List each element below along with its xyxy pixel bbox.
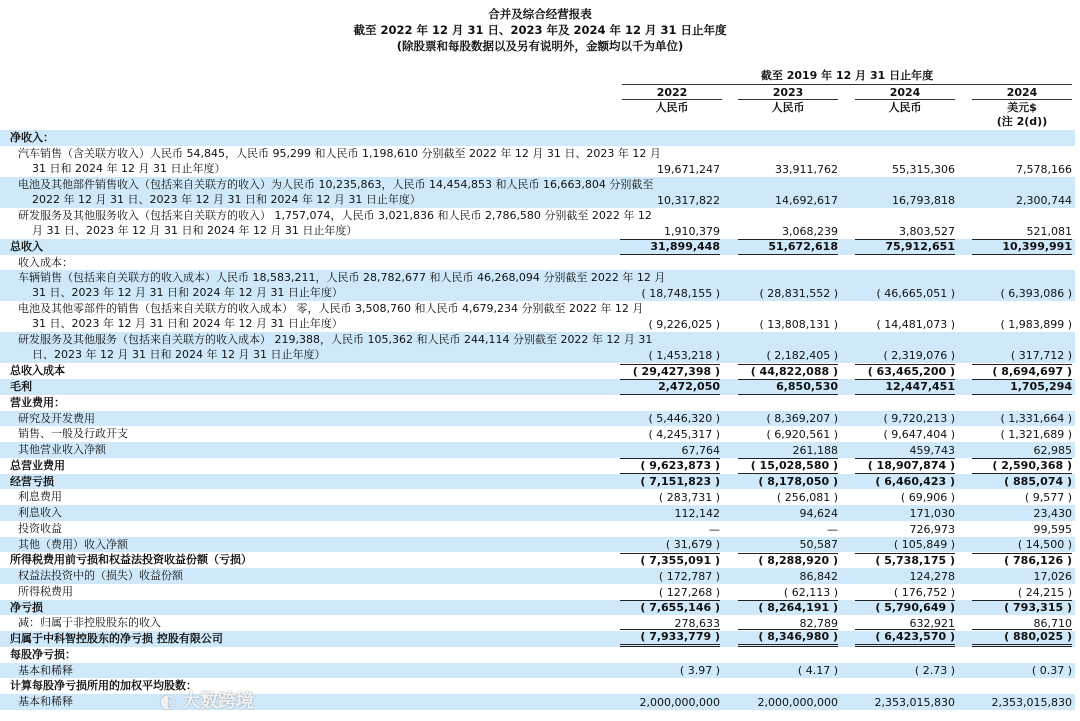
row-label: [0, 146, 661, 176]
row-label: [0, 255, 600, 270]
value-cell: ( 1,453,218 ): [648, 349, 720, 363]
row-label-text: 净亏损: [10, 600, 43, 614]
table-row: [0, 552, 1075, 568]
value-cell: ( 6,460,423 ): [875, 475, 955, 489]
row-label-text: 总收入: [10, 239, 43, 253]
row-label-text: 毛利: [10, 380, 32, 393]
value-cell: 2,353,015,830: [991, 695, 1072, 709]
value-cell: 171,030: [909, 506, 955, 520]
statement-table: [0, 130, 1080, 710]
value-cell: 12,447,451: [855, 379, 955, 395]
table-row: [0, 270, 1075, 301]
value-cell: 19,671,247: [657, 162, 720, 176]
table-row: [0, 474, 1075, 490]
value-cell: ( 4,245,317 ): [648, 428, 720, 441]
value-cell: ( 786,126 ): [972, 553, 1072, 568]
row-label: [0, 130, 600, 145]
row-label-text: 其他（费用）收入净额: [18, 537, 128, 551]
row-label-text: 基本和稀释: [18, 695, 73, 708]
row-label-text: 利息收入: [18, 506, 62, 519]
year-header-2024-usd: 2024: [972, 86, 1072, 100]
value-cell: ( 14,481,073 ): [876, 318, 955, 332]
currency-note: (注 2(d)): [996, 115, 1048, 128]
row-label: [0, 332, 653, 362]
value-cell: ( 105,849 ): [893, 538, 955, 552]
value-cell: 94,624: [799, 506, 838, 520]
value-cell: ( 8,288,920 ): [738, 553, 838, 568]
watermark-logo: ◐ 大数跨境: [160, 691, 254, 712]
value-cell: 62,985: [1033, 443, 1072, 457]
value-cell: ( 8,694,697 ): [972, 364, 1072, 379]
value-cell: ( 1,983,899 ): [1000, 318, 1072, 332]
value-cell: ( 8,369,207 ): [766, 412, 838, 426]
row-label: [0, 270, 666, 300]
row-label-text: 电池及其他零部件的销售（包括来自关联方的收入成本） 零，人民币 3,508,760 和人民币 4,679,234 分别截至 2022 年 12 月: [18, 302, 644, 316]
year-header-2023: 2023: [738, 86, 838, 100]
value-cell: ( 2,319,076 ): [883, 349, 955, 363]
value-cell: ( 176,752 ): [893, 585, 955, 599]
value-cell: 2,000,000,000: [639, 695, 720, 709]
value-cell: ( 6,920,561 ): [766, 428, 838, 441]
value-cell: 261,188: [792, 443, 838, 457]
value-cell: ( 880,025 ): [972, 629, 1072, 647]
row-label: [0, 458, 600, 473]
row-label: [0, 537, 600, 552]
value-cell: ( 1,321,689 ): [1000, 428, 1072, 441]
table-row: [0, 647, 1075, 663]
currency-header: 人民币: [655, 101, 689, 114]
row-label-text: 经营亏损: [10, 474, 54, 488]
table-row: [0, 537, 1075, 553]
row-label: [0, 663, 600, 678]
value-cell: ( 172,787 ): [658, 569, 720, 583]
value-cell: —: [827, 522, 838, 536]
value-cell: ( 9,577 ): [1024, 491, 1072, 504]
row-label: [0, 615, 600, 630]
value-cell: ( 1,331,664 ): [1000, 412, 1072, 426]
value-cell: ( 7,655,146 ): [620, 600, 720, 615]
row-label: [0, 691, 600, 712]
row-label: [0, 489, 600, 504]
row-label-text: 减：归属于非控股股东的收入: [18, 616, 161, 630]
table-row: [0, 332, 1075, 363]
table-row: [0, 146, 1075, 177]
table-row: [0, 631, 1075, 647]
value-cell: ( 28,831,552 ): [759, 287, 838, 301]
row-label-text: 收入成本：: [18, 255, 73, 269]
value-cell: ( 15,028,580 ): [738, 458, 838, 474]
value-cell: ( 62,113 ): [783, 585, 838, 599]
value-cell: ( 283,731 ): [658, 491, 720, 504]
value-cell: 2,300,744: [1016, 193, 1072, 207]
value-cell: ( 793,315 ): [972, 600, 1072, 615]
row-label: [0, 177, 654, 207]
row-label-continuation: 日、2023 年 12 月 31 日和 2024 年 12 月 31 日止年度）: [32, 348, 326, 362]
row-label-text: 基本和稀释: [18, 663, 73, 677]
value-cell: ( 8,346,980 ): [738, 629, 838, 647]
year-header-2024: 2024: [855, 86, 955, 100]
row-label-text: 汽车销售（含关联方收入）人民币 54,845，人民币 95,299 和人民币 1,198,610 分别截至 2022 年 12 月 31 日、2023 年 12 月: [18, 146, 661, 160]
value-cell: 82,789: [799, 617, 838, 630]
row-label: [0, 301, 644, 331]
value-cell: ( 9,720,213 ): [883, 412, 955, 426]
value-cell: 1,910,379: [664, 224, 720, 238]
row-label: [0, 552, 600, 567]
row-label: [0, 505, 600, 520]
value-cell: 6,850,530: [738, 379, 838, 395]
table-row: [0, 130, 1075, 146]
value-cell: 112,142: [674, 506, 720, 520]
value-cell: ( 13,808,131 ): [759, 318, 838, 332]
value-cell: 55,315,306: [892, 162, 955, 176]
value-cell: 23,430: [1033, 506, 1072, 520]
value-cell: ( 5,790,649 ): [855, 600, 955, 615]
row-label-text: 研发服务及其他服务（包括来自关联方的收入成本） 219,388，人民币 105,362 和人民币 244,114 分别截至 2022 年 12 月 31: [18, 333, 653, 347]
statement-period: 截至 2022 年 12 月 31 日、2023 年及 2024 年 12 月 31 日止年度: [353, 23, 727, 37]
row-label-text: 总收入成本: [10, 364, 65, 378]
value-cell: 278,633: [674, 617, 720, 630]
row-label-text: 其他营业收入净额: [18, 443, 106, 456]
row-label-text: 总营业费用: [10, 458, 65, 472]
row-label-text: 净收入：: [10, 131, 54, 144]
value-cell: 86,710: [1033, 617, 1072, 630]
statement-unit-note: (除股票和每股数据以及另有说明外，金额均以千为单位): [396, 39, 684, 53]
table-row: [0, 208, 1075, 239]
value-cell: 2,000,000,000: [757, 695, 838, 709]
table-row: [0, 177, 1075, 208]
column-group-header: 截至 2019 年 12 月 31 日止年度: [622, 69, 1072, 85]
value-cell: ( 9,623,873 ): [620, 458, 720, 474]
value-cell: 3,068,239: [782, 224, 838, 238]
table-row: [0, 395, 1075, 411]
value-cell: 10,317,822: [657, 193, 720, 207]
currency-header: 人民币: [771, 101, 805, 114]
value-cell: 7,578,166: [1016, 162, 1072, 176]
row-label: [0, 584, 600, 599]
value-cell: 86,842: [799, 569, 838, 583]
row-label: [0, 442, 600, 457]
value-cell: ( 0.37 ): [1031, 664, 1072, 678]
value-cell: 3,803,527: [899, 224, 955, 238]
value-cell: 75,912,651: [855, 239, 955, 255]
year-header-2022: 2022: [622, 86, 722, 100]
value-cell: ( 5,738,175 ): [855, 553, 955, 568]
value-cell: ( 9,226,025 ): [648, 318, 720, 332]
value-cell: 31,899,448: [620, 239, 720, 255]
row-label-text: 车辆销售（包括来自关联方的收入成本）人民币 18,583,211，人民币 28,782,677 和人民币 46,268,094 分别截至 2022 年 12 月: [18, 271, 666, 285]
row-label: [0, 411, 600, 426]
value-cell: —: [709, 522, 720, 536]
value-cell: 99,595: [1033, 522, 1072, 536]
row-label: [0, 395, 600, 410]
value-cell: ( 14,500 ): [1017, 538, 1072, 552]
row-label-text: 研究及开发费用: [18, 411, 95, 425]
row-label: [0, 239, 600, 254]
row-label-text: 投资收益: [18, 521, 62, 535]
value-cell: 10,399,991: [972, 239, 1072, 255]
table-row: [0, 301, 1075, 332]
value-cell: 14,692,617: [775, 193, 838, 207]
value-cell: 632,921: [909, 617, 955, 630]
row-label-text: 营业费用：: [10, 395, 65, 409]
row-label-continuation: 31 日、2023 年 12 月 31 日和 2024 年 12 月 31 日止年度）: [32, 317, 343, 331]
value-cell: ( 127,268 ): [658, 585, 720, 599]
value-cell: 521,081: [1026, 224, 1072, 238]
row-label: [0, 631, 600, 646]
value-cell: ( 2,182,405 ): [766, 349, 838, 363]
table-row: [0, 663, 1075, 679]
value-cell: ( 7,151,823 ): [640, 475, 720, 489]
row-label-text: 权益法投资中的（损失）收益份额: [18, 569, 183, 582]
row-label-continuation: 31 日和 2024 年 12 月 31 日止年度）: [32, 161, 226, 175]
value-cell: ( 31,679 ): [665, 538, 720, 552]
value-cell: 459,743: [909, 443, 955, 457]
value-cell: ( 63,465,200 ): [855, 364, 955, 379]
value-cell: 1,705,294: [972, 379, 1072, 395]
value-cell: ( 256,081 ): [776, 491, 838, 504]
value-cell: 67,764: [681, 443, 720, 457]
value-cell: ( 9,647,404 ): [883, 428, 955, 441]
row-label: [0, 363, 600, 378]
row-label: [0, 379, 600, 394]
table-row: [0, 568, 1075, 584]
currency-header: 美元$: [1007, 101, 1037, 114]
statement-title: 合并及综合经营报表: [488, 7, 592, 21]
value-cell: ( 44,822,088 ): [738, 364, 838, 379]
table-row: [0, 600, 1075, 616]
row-label-text: 每股净亏损：: [10, 647, 76, 661]
value-cell: 50,587: [799, 538, 838, 552]
row-label: [0, 568, 600, 583]
row-label-continuation: 31 日、2023 年 12 月 31 日和 2024 年 12 月 31 日止年度）: [32, 286, 343, 300]
value-cell: ( 18,907,874 ): [855, 458, 955, 474]
table-row: [0, 521, 1075, 537]
value-cell: 726,973: [909, 522, 955, 536]
value-cell: 16,793,818: [892, 193, 955, 207]
row-label-text: 电池及其他部件销售收入（包括来自关联方的收入）为人民币 10,235,863，人民币 14,454,853 和人民币 16,663,804 分别截至: [18, 177, 654, 191]
table-row: [0, 442, 1075, 458]
table-row: [0, 489, 1075, 505]
table-row: [0, 363, 1075, 379]
row-label-text: 销售、一般及行政开支: [18, 427, 128, 441]
table-row: [0, 411, 1075, 427]
value-cell: ( 2.73 ): [914, 664, 955, 678]
table-row: [0, 584, 1075, 600]
row-label: [0, 678, 600, 693]
row-label-text: 所得税费用: [18, 584, 73, 598]
value-cell: ( 8,178,050 ): [758, 475, 838, 489]
row-label: [0, 208, 652, 238]
row-label-continuation: 2022 年 12 月 31 日、2023 年 12 月 31 日和 2024 年 12 月 31 日止年度）: [32, 192, 421, 206]
value-cell: ( 46,665,051 ): [876, 287, 955, 301]
table-row: [0, 255, 1075, 271]
value-cell: 17,026: [1033, 569, 1072, 583]
value-cell: ( 18,748,155 ): [641, 287, 720, 301]
value-cell: ( 6,393,086 ): [1000, 287, 1072, 301]
value-cell: 51,672,618: [738, 239, 838, 255]
value-cell: 124,278: [909, 569, 955, 583]
table-row: [0, 505, 1075, 521]
value-cell: ( 885,074 ): [1004, 475, 1072, 489]
value-cell: ( 317,712 ): [1010, 349, 1072, 363]
row-label-text: 归属于中科智控股东的净亏损 控股有限公司: [10, 632, 223, 645]
value-cell: ( 5,446,320 ): [648, 412, 720, 426]
row-label: [0, 600, 600, 615]
table-row: [0, 379, 1075, 395]
row-label-text: 所得税费用前亏损和权益法投资收益份额（亏损）: [10, 553, 252, 567]
table-row: [0, 426, 1075, 442]
value-cell: ( 29,427,398 ): [620, 364, 720, 379]
value-cell: ( 7,355,091 ): [620, 553, 720, 568]
table-row: [0, 458, 1075, 474]
value-cell: ( 6,423,570 ): [855, 629, 955, 647]
row-label-text: 计算每股净亏损所用的加权平均股数：: [10, 679, 197, 693]
row-label: [0, 647, 600, 662]
currency-header: 人民币: [888, 101, 922, 114]
row-label-text: 研发服务及其他服务收入（包括来自关联方的收入） 1,757,074，人民币 3,021,836 和人民币 2,786,580 分别截至 2022 年 12: [18, 208, 652, 222]
row-label-text: 利息费用: [18, 490, 62, 504]
value-cell: ( 24,215 ): [1017, 585, 1072, 599]
value-cell: 2,472,050: [620, 379, 720, 395]
value-cell: ( 3.97 ): [679, 664, 720, 678]
value-cell: ( 4.17 ): [797, 664, 838, 678]
value-cell: 33,911,762: [775, 162, 838, 176]
table-row: [0, 239, 1075, 255]
value-cell: ( 8,264,191 ): [738, 600, 838, 615]
row-label: [0, 426, 600, 441]
value-cell: ( 7,933,779 ): [620, 629, 720, 647]
value-cell: ( 2,590,368 ): [972, 458, 1072, 474]
row-label: [0, 474, 600, 489]
row-label-continuation: 月 31 日、2023 年 12 月 31 日和 2024 年 12 月 31 日止年度）: [32, 223, 358, 237]
value-cell: ( 69,906 ): [900, 491, 955, 504]
row-label: [0, 521, 600, 536]
value-cell: 2,353,015,830: [874, 695, 955, 709]
